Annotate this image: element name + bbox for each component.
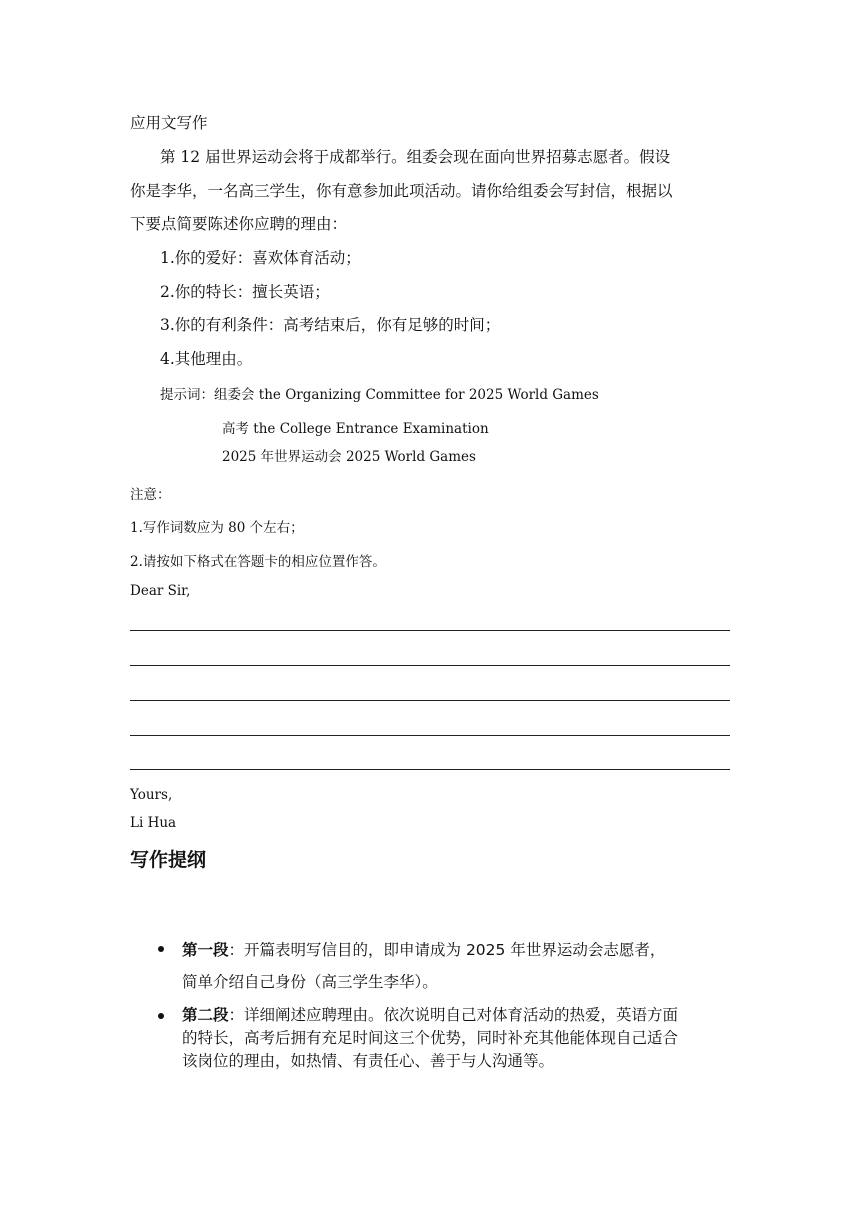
letter-greeting: Dear Sir,: [130, 583, 191, 599]
outline-heading: 写作提纲: [130, 849, 207, 871]
answer-line-4: [130, 735, 730, 736]
outline-item-1-label: 第一段: [182, 940, 229, 959]
section-title: 应用文写作: [130, 114, 208, 132]
outline-item-2-line-2: 的特长，高考后拥有充足时间这三个优势，同时补充其他能体现自己适合: [182, 1029, 679, 1047]
answer-line-1: [130, 630, 730, 631]
outline-item-1-line-2: 简单介绍自己身份（高三学生李华）。: [182, 973, 438, 991]
answer-line-5: [130, 769, 730, 770]
prompt-line-2: 你是李华，一名高三学生，你有意参加此项活动。请你给组委会写封信，根据以: [130, 182, 673, 200]
point-2: 2.你的特长：擅长英语；: [160, 283, 330, 301]
prompt-line-3: 下要点简要陈述你应聘的理由：: [130, 215, 348, 233]
point-3: 3.你的有利条件：高考结束后，你有足够的时间；: [160, 316, 501, 334]
point-1: 1.你的爱好：喜欢体育活动；: [160, 249, 361, 267]
outline-item-2: [182, 1003, 734, 1073]
notes-title: 注意：: [130, 487, 171, 503]
hint-line-1: 提示词：组委会 the Organizing Committee for 2025 World Games: [160, 387, 599, 403]
letter-signature: Li Hua: [130, 815, 177, 831]
outline-item-2-label: 第二段: [182, 1005, 229, 1024]
bullet-icon: [158, 946, 164, 952]
outline-item-2-line-3: 该岗位的理由，如热情、有责任心、善于与人沟通等。: [182, 1052, 555, 1070]
answer-line-2: [130, 665, 730, 666]
outline-item-2-line-1: ：详细阐述应聘理由。依次说明自己对体育活动的热爱，英语方面: [228, 1006, 679, 1024]
note-1: 1.写作词数应为 80 个左右；: [130, 520, 304, 536]
outline-item-1: [182, 938, 734, 994]
hint-line-3: 2025 年世界运动会 2025 World Games: [222, 449, 476, 465]
hint-line-2: 高考 the College Entrance Examination: [222, 421, 489, 437]
outline-item-1-line-1: ：开篇表明写信目的，即申请成为 2025 年世界运动会志愿者，: [228, 941, 666, 959]
note-2: 2.请按如下格式在答题卡的相应位置作答。: [130, 554, 386, 570]
prompt-line-1: 第 12 届世界运动会将于成都举行。组委会现在面向世界招募志愿者。假设: [160, 148, 671, 166]
point-4: 4.其他理由。: [160, 350, 253, 368]
letter-closing: Yours,: [130, 787, 173, 803]
answer-line-3: [130, 700, 730, 701]
bullet-icon: [158, 1013, 164, 1019]
